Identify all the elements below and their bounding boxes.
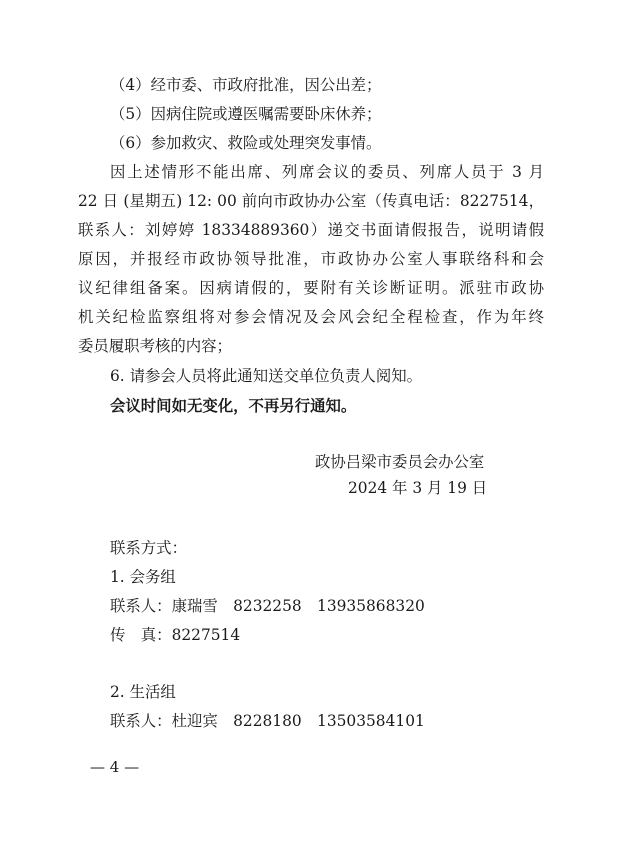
body-line-3: （6）参加救灾、救险或处理突发事情。 <box>110 134 382 152</box>
signature-date: 2024 年 3 月 19 日 <box>348 479 488 497</box>
body-line-1: （4）经市委、市政府批准，因公出差； <box>110 76 382 94</box>
body-line-10: 委员履职考核的内容； <box>78 337 232 355</box>
contact-group-1-person: 联系人：康瑞雪 8232258 13935868320 <box>110 597 425 615</box>
body-line-6: 联系人：刘婷婷 18334889360）递交书面请假报告，说明请假 <box>78 221 544 239</box>
notice-bold-line: 会议时间如无变化，不再另行通知。 <box>110 397 357 415</box>
body-line-8: 议纪律组备案。因病请假的，要附有关诊断证明。派驻市政协 <box>78 279 544 297</box>
contact-group-2-person: 联系人：杜迎宾 8228180 13503584101 <box>110 712 425 730</box>
contacts-heading: 联系方式： <box>110 539 187 557</box>
contact-group-1-title: 1. 会务组 <box>110 568 176 586</box>
body-line-11: 6. 请参会人员将此通知送交单位负责人阅知。 <box>110 367 422 385</box>
contact-group-2-title: 2. 生活组 <box>110 683 176 701</box>
body-line-4: 因上述情形不能出席、列席会议的委员、列席人员于 3 月 <box>110 163 544 181</box>
page-number: — 4 — <box>90 758 140 776</box>
signature-org: 政协吕梁市委员会办公室 <box>315 453 485 471</box>
body-line-5: 22 日 (星期五) 12: 00 前向市政协办公室（传真电话：8227514， <box>78 192 544 210</box>
body-line-2: （5）因病住院或遵医嘱需要卧床休养； <box>110 105 382 123</box>
body-line-9: 机关纪检监察组将对参会情况及会风会纪全程检查，作为年终 <box>78 308 544 326</box>
body-line-7: 原因，并报经市政协领导批准，市政协办公室人事联络科和会 <box>78 250 544 268</box>
contact-group-1-fax: 传 真：8227514 <box>110 626 241 644</box>
